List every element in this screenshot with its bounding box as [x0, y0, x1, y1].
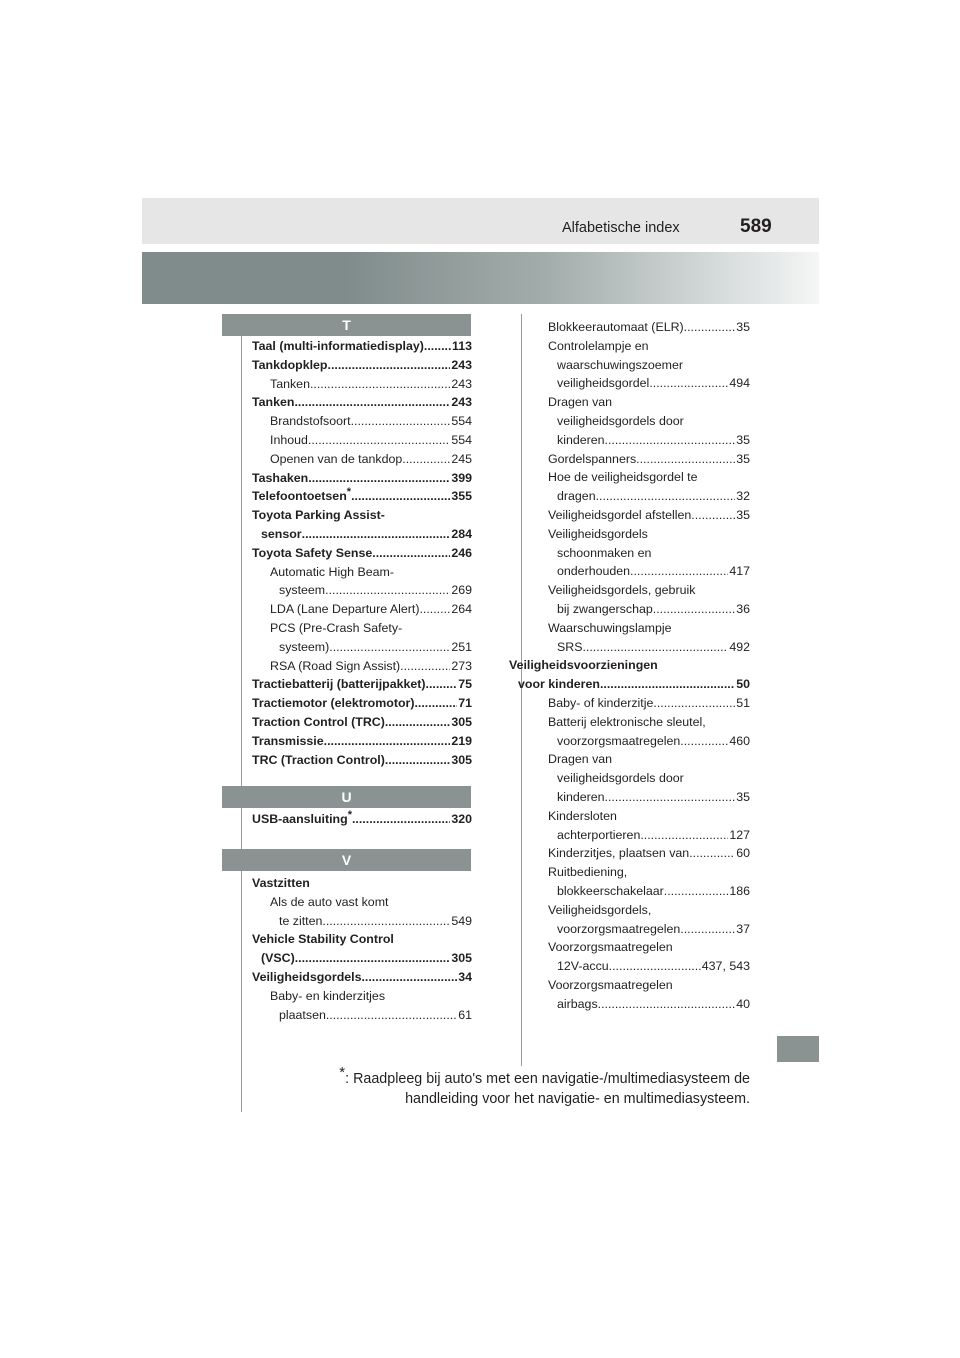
index-subentry: Tanken ..... 243 [252, 375, 472, 394]
index-entry: Tractiebatterij (batterijpakket) ..... 75 [252, 675, 472, 694]
index-subentry: Kinderzitjes, plaatsen van ..... 60 [530, 844, 750, 863]
index-subentry-continuation: 12V-accu ..... 437, 543 [530, 957, 750, 976]
index-subentry: Veiligheidsgordel afstellen ..... 35 [530, 506, 750, 525]
index-subentry: Waarschuwingslampje [548, 620, 672, 635]
index-subentry: Dragen van [548, 752, 613, 767]
footnote [300, 1064, 750, 1109]
index-entry: Veiligheidsgordels ..... 34 [252, 968, 472, 987]
index-subentry: Dragen van [548, 395, 613, 410]
index-subentry-continuation: bij zwangerschap ..... 36 [530, 600, 750, 619]
index-entry: Toyota Parking Assist- [252, 508, 385, 523]
index-subentry-continuation: dragen ..... 32 [530, 487, 750, 506]
index-entry-continuation: sensor ..... 284 [252, 525, 472, 544]
section-header-v: V [222, 849, 471, 871]
index-subentry-continuation: veiligheidsgordels door [557, 771, 684, 786]
section-header-t: T [222, 314, 471, 336]
index-subentry: Veiligheidsgordels, [548, 902, 652, 917]
index-subentry-continuation: systeem) ..... 251 [252, 638, 472, 657]
index-subentry: Brandstofsoort ..... 554 [252, 412, 472, 431]
footnote-marker: * [346, 486, 352, 499]
index-subentry-continuation: veiligheidsgordel ..... 494 [530, 374, 750, 393]
left-column-t [252, 337, 472, 769]
index-entry: Toyota Safety Sense ..... 246 [252, 544, 472, 563]
index-entry: Taal (multi-informatiedisplay) ..... 113 [252, 337, 472, 356]
index-subentry: Voorzorgsmaatregelen [548, 977, 673, 992]
footnote-marker: * [347, 808, 352, 821]
footnote-line-1: *: Raadpleeg bij auto's met een navigatie-/multimediasysteem de [339, 1064, 750, 1087]
index-subentry-continuation: plaatsen ..... 61 [252, 1006, 472, 1025]
index-subentry: RSA (Road Sign Assist) ..... 273 [252, 657, 472, 676]
index-subentry: Baby- of kinderzitje ..... 51 [530, 694, 750, 713]
index-subentry: Hoe de veiligheidsgordel te [548, 470, 698, 485]
index-subentry-continuation: kinderen ..... 35 [530, 431, 750, 450]
index-entry: Vastzitten [252, 876, 310, 890]
index-subentry: Inhoud ..... 554 [252, 431, 472, 450]
index-subentry-continuation: waarschuwingszoemer [557, 357, 684, 372]
index-subentry: Blokkeerautomaat (ELR) ..... 35 [530, 318, 750, 337]
index-entry-continuation: voor kinderen ..... 50 [518, 675, 750, 694]
index-subentry: Veiligheidsgordels [548, 526, 648, 541]
index-entry: Transmissie ..... 219 [252, 732, 472, 751]
index-subentry: Baby- en kinderzitjes [270, 988, 386, 1003]
index-subentry: Automatic High Beam- [270, 564, 394, 579]
index-subentry-continuation: te zitten ..... 549 [252, 912, 472, 931]
index-entry: Tankdopklep ..... 243 [252, 356, 472, 375]
index-subentry: Voorzorgsmaatregelen [548, 940, 673, 955]
index-entry: USB-aansluiting* ..... 320 [252, 810, 472, 829]
index-entry: Vehicle Stability Control [252, 932, 394, 947]
page-number: 589 [740, 216, 772, 237]
index-subentry-continuation: SRS ..... 492 [530, 638, 750, 657]
index-entry: Tanken ..... 243 [252, 393, 472, 412]
left-column-v [252, 874, 472, 1024]
index-entry: Traction Control (TRC) ..... 305 [252, 713, 472, 732]
index-subentry: PCS (Pre-Crash Safety- [270, 620, 403, 635]
right-column [509, 318, 750, 1013]
index-entry: Veiligheidsvoorzieningen [509, 658, 658, 673]
index-subentry-continuation: veiligheidsgordels door [557, 413, 684, 428]
index-subentry-continuation: onderhouden ..... 417 [530, 562, 750, 581]
index-subentry-continuation: systeem ..... 269 [252, 581, 472, 600]
index-entry: Tractiemotor (elektromotor) ..... 71 [252, 694, 472, 713]
header-band [142, 198, 819, 244]
index-subentry: Batterij elektronische sleutel, [548, 714, 706, 729]
index-subentry-continuation: kinderen ..... 35 [530, 788, 750, 807]
index-subentry: Als de auto vast komt [270, 894, 389, 909]
index-subentry: LDA (Lane Departure Alert) ..... 264 [252, 600, 472, 619]
index-subentry-continuation: voorzorgsmaatregelen ..... 37 [530, 920, 750, 939]
index-subentry-continuation: schoonmaken en [557, 545, 652, 560]
index-subentry: Veiligheidsgordels, gebruik [548, 583, 696, 598]
decorative-gradient-bar [142, 252, 819, 304]
left-column-rule [241, 314, 242, 1112]
index-subentry: Ruitbediening, [548, 865, 628, 880]
index-subentry-continuation: airbags ..... 40 [530, 995, 750, 1014]
section-side-tab [777, 1036, 819, 1062]
index-subentry-continuation: blokkeerschakelaar ..... 186 [530, 882, 750, 901]
index-entry: TRC (Traction Control) ..... 305 [252, 751, 472, 770]
left-column-u [252, 810, 472, 829]
footnote-line-2: handleiding voor het navigatie- en multimediasysteem. [405, 1091, 750, 1107]
index-subentry: Kindersloten [548, 808, 617, 823]
index-subentry-continuation: achterportieren ..... 127 [530, 826, 750, 845]
index-entry: Tashaken ..... 399 [252, 469, 472, 488]
index-subentry: Openen van de tankdop ..... 245 [252, 450, 472, 469]
index-subentry-continuation: voorzorgsmaatregelen ..... 460 [530, 732, 750, 751]
section-header-u: U [222, 786, 471, 808]
index-entry-continuation: (VSC) ..... 305 [252, 949, 472, 968]
header-title: Alfabetische index [562, 220, 680, 236]
index-subentry: Gordelspanners ..... 35 [530, 450, 750, 469]
footnote-star: * [339, 1064, 346, 1082]
index-entry: Telefoontoetsen* ..... 355 [252, 487, 472, 506]
index-subentry: Controlelampje en [548, 338, 649, 353]
